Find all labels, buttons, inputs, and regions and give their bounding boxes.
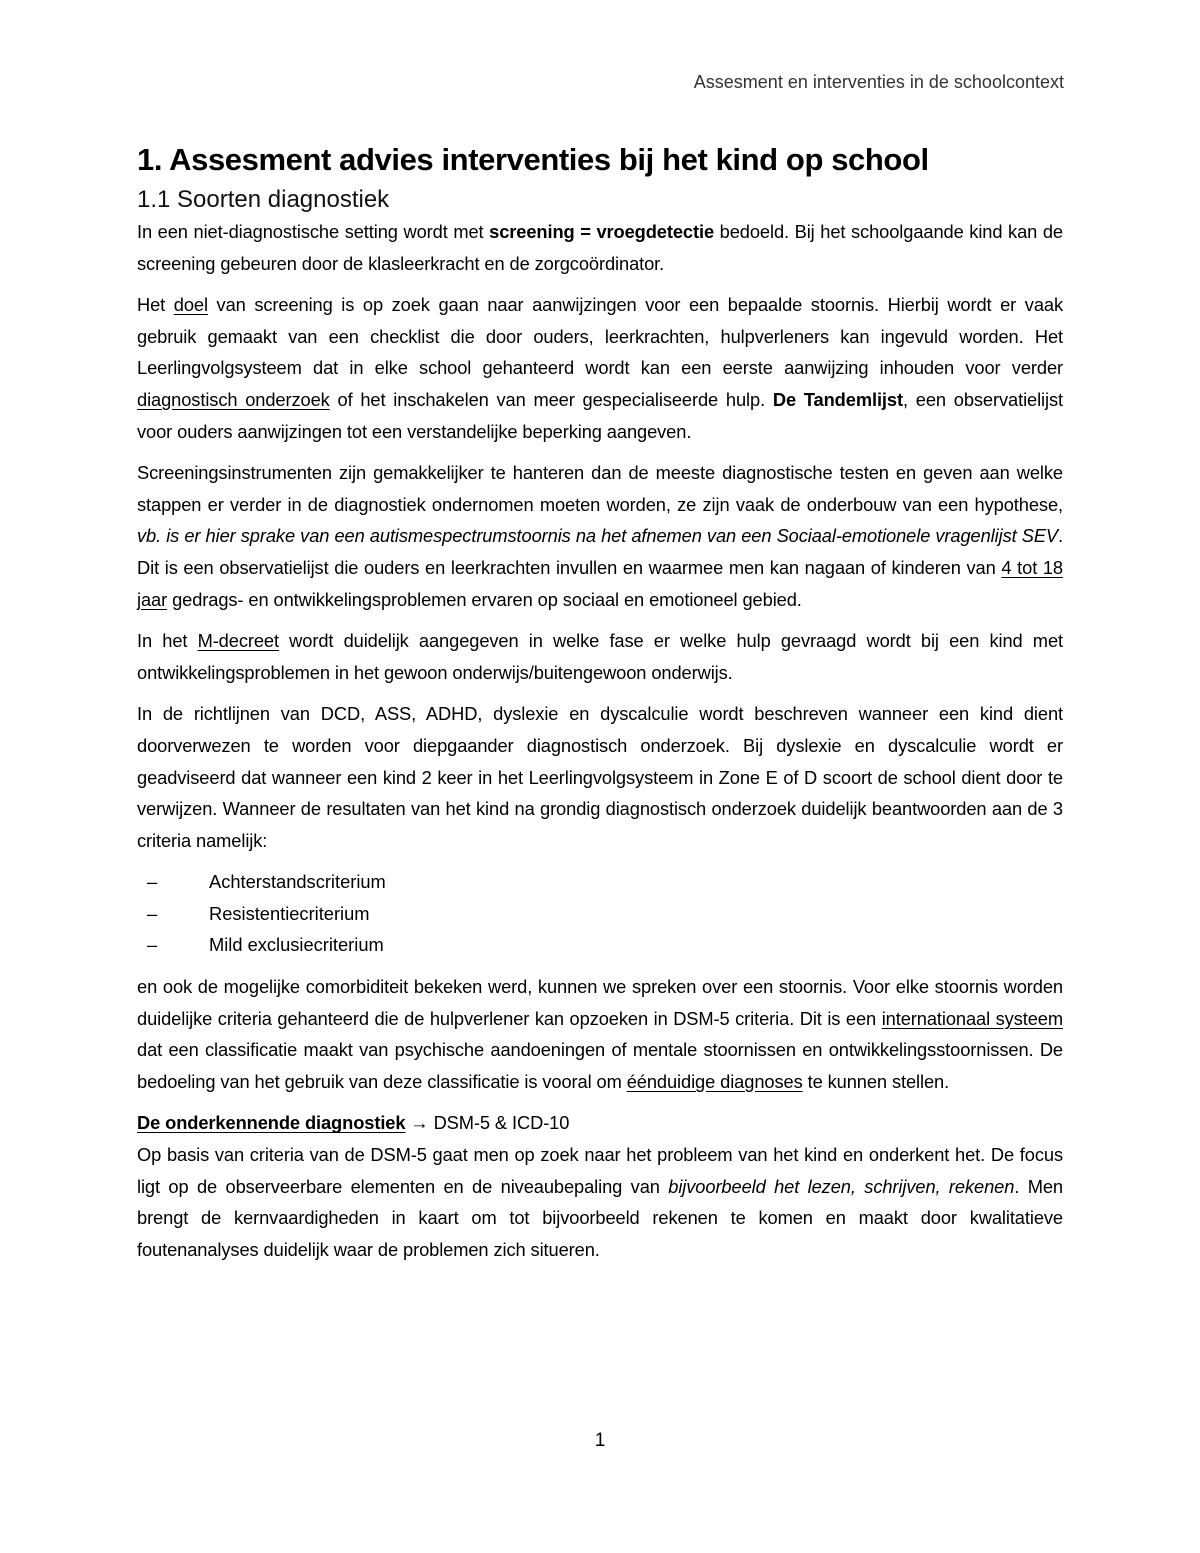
underlined-text: 4 tot 18 jaar — [137, 556, 1064, 610]
text-run: dat een classificatie maakt van psychische aandoeningen of mentale stoornissen en ontwikkelingsstoornissen. De bedoeling van het gebruik van deze classificatie is vooral om — [137, 1039, 1063, 1092]
paragraphs-group-3 — [137, 1139, 1063, 1265]
list-item — [147, 898, 1063, 930]
paragraph — [137, 216, 1063, 279]
underlined-text: De onderkennende diagnostiek — [137, 1112, 406, 1134]
list-item-label: Achterstandscriterium — [209, 871, 386, 893]
list-item-label: Mild exclusiecriterium — [209, 934, 384, 956]
paragraph — [137, 698, 1063, 856]
section-title: 1.1 Soorten diagnostiek — [137, 186, 390, 213]
paragraph — [137, 457, 1063, 615]
running-header: Assesment en interventies in de schoolcontext — [693, 72, 1064, 92]
italic-text: vb. is er hier sprake van een autismespectrumstoornis na het afnemen van een Sociaal-emotionele vragenlijst SEV — [137, 525, 1059, 547]
page-number: 1 — [594, 1430, 606, 1451]
dash-bullet: – — [147, 934, 158, 956]
text-run: Het — [137, 294, 174, 316]
text-run: . Dit is een observatielijst die ouders en leerkrachten invullen en waarmee men kan nagaan of kinderen van — [137, 525, 1063, 578]
criteria-list — [137, 866, 1063, 961]
text-run: , een observatielijst voor ouders aanwijzingen tot een verstandelijke beperking aangeven. — [137, 388, 1063, 442]
text-run: wordt duidelijk aangegeven in welke fase er welke hulp gevraagd wordt bij een kind met ontwikkelingsproblemen in het gewoon onderwijs/buitengewoon onderwijs. — [137, 630, 1063, 683]
text-run: en ook de mogelijke comorbiditeit bekeken werd, kunnen we spreken over een stoornis. Voor elke stoornis worden duidelijke criteria gehanteerd die de hulpverlener kan opzoeken in DSM-5 criteria. Dit is een — [137, 976, 1063, 1029]
subsection-heading — [137, 1107, 1063, 1139]
list-item — [147, 866, 1063, 898]
text-run: In de richtlijnen van DCD, ASS, ADHD, dyslexie en dyscalculie wordt beschreven wanneer een kind dient doorverwezen te worden voor diepgaander diagnostisch onderzoek. Bij dyslexie en dyscalculie wordt er geadviseerd dat wanneer een kind 2 keer in het Leerlingvolgsysteem in Zone E of D scoort de school dient door te verwijzen. Wanneer de resultaten van het kind na grondig diagnostisch onderzoek duidelijk beantwoorden aan de 3 criteria namelijk: — [137, 703, 1063, 851]
text-run: of het inschakelen van meer gespecialiseerde hulp. — [329, 388, 773, 410]
text-run: van screening is op zoek gaan naar aanwijzingen voor een bepaalde stoornis. Hierbij wordt er vaak gebruik gemaakt van een checklist die door ouders, leerkrachten, hulpverleners kan ingevuld worden. Het Leerlingvolgsysteem dat in elke school gehanteerd wordt kan een eerste aanwijzing inhouden voor verder — [137, 294, 1063, 379]
underlined-text: doel — [173, 294, 208, 316]
paragraphs-group-2 — [137, 971, 1063, 1097]
underlined-text: diagnostisch onderzoek — [137, 388, 330, 410]
paragraphs-group-1 — [137, 216, 1063, 856]
bold-text: De Tandemlijst — [772, 388, 903, 410]
paragraph — [137, 1139, 1063, 1265]
italic-text: bijvoorbeeld het lezen, schrijven, rekenen — [668, 1175, 1015, 1197]
chapter-title: 1. Assesment advies interventies bij het kind op school — [137, 142, 929, 177]
underlined-text: éénduidige diagnoses — [626, 1070, 803, 1092]
paragraph — [137, 625, 1063, 688]
paragraph — [137, 289, 1063, 447]
underlined-text: M-decreet — [197, 630, 279, 652]
dash-bullet: – — [147, 902, 158, 924]
text-run: Op basis van criteria van de DSM-5 gaat men op zoek naar het probleem van het kind en onderkent het. De focus ligt op de observeerbare elementen en de niveaubepaling van — [137, 1144, 1063, 1197]
underlined-text: internationaal systeem — [881, 1007, 1063, 1029]
text-run: Screeningsinstrumenten zijn gemakkelijker te hanteren dan de meeste diagnostische testen en geven aan welke stappen er verder in de diagnostiek ondernomen moeten worden, ze zijn vaak de onderbouw van een hypothese, — [137, 462, 1063, 515]
text-run: In het — [137, 630, 198, 652]
text-run: → DSM-5 & ICD-10 — [405, 1112, 570, 1134]
list-item — [147, 929, 1063, 961]
text-run: In een niet-diagnostische setting wordt met — [137, 221, 490, 242]
bold-text: screening = vroegdetectie — [489, 221, 715, 242]
text-run: bedoeld. Bij het schoolgaande kind kan de screening gebeuren door de klasleerkracht en de zorgcoördinator. — [137, 221, 1063, 274]
list-item-label: Resistentiecriterium — [209, 902, 370, 924]
page-content — [137, 138, 1063, 1275]
text-run: gedrags- en ontwikkelingsproblemen ervaren op sociaal en emotioneel gebied. — [167, 588, 802, 610]
dash-bullet: – — [147, 871, 158, 893]
text-run: te kunnen stellen. — [802, 1070, 950, 1092]
text-run: . Men brengt de kernvaardigheden in kaart om tot bijvoorbeeld rekenen te komen en maakt door kwalitatieve foutenanalyses duidelijk waar de problemen zich situeren. — [137, 1175, 1063, 1260]
paragraph — [137, 971, 1063, 1097]
